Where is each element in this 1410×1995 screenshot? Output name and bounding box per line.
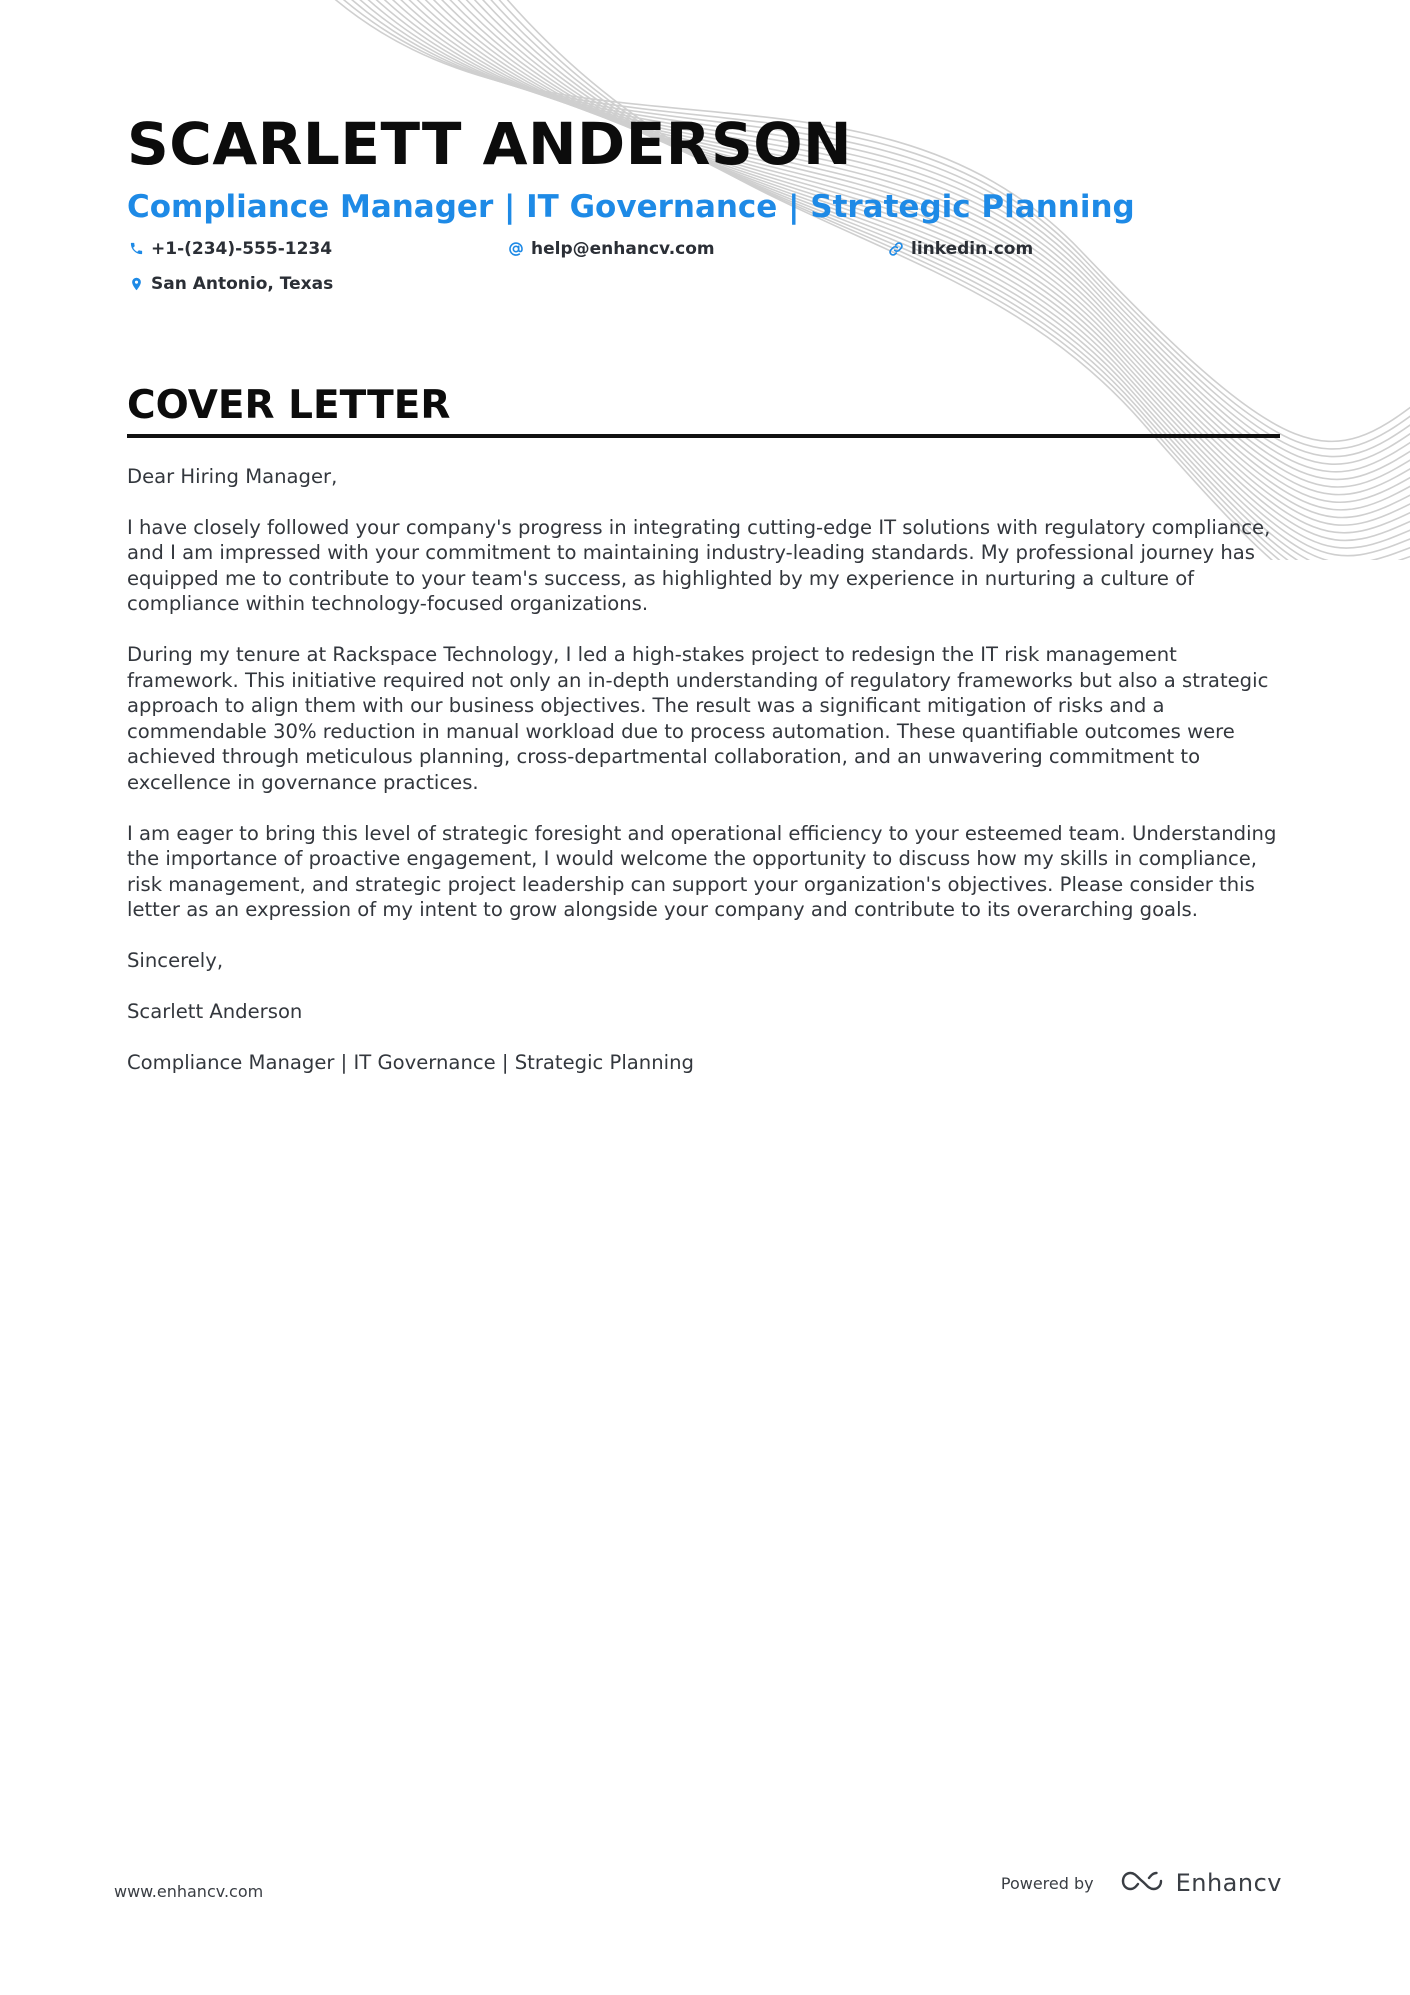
contact-info [127, 239, 1287, 317]
signature-title: Compliance Manager | IT Governance | Strategic Planning [127, 1051, 694, 1075]
contact-linkedin[interactable] [887, 239, 1033, 259]
contact-location [127, 274, 333, 294]
footer-branding [1001, 1868, 1282, 1898]
cover-letter-section [127, 383, 1280, 1101]
brand-name: Enhancv [1175, 1869, 1282, 1897]
footer-website[interactable]: www.enhancv.com [114, 1882, 264, 1901]
at-icon [507, 240, 525, 258]
letter-paragraph: During my tenure at Rackspace Technology, I led a high-stakes project to redesign the IT risk management framework. This initiative required not only an in-depth understanding of regulatory frameworks but also a strategic approach to align them with our business objectives. The result was a significant mitigation of risks and a commendable 30% reduction in manual workload due to process automation. These quantifiable outcomes were achieved through meticulous planning, cross-departmental collaboration, and an unwavering commitment to excellence in governance practices. [127, 643, 1269, 794]
resume-header [127, 108, 1287, 317]
powered-by-label: Powered by [1000, 1873, 1094, 1893]
email-text: help@enhancv.com [531, 238, 715, 259]
phone-icon [127, 240, 145, 258]
enhancv-logo-icon [1120, 1868, 1176, 1898]
location-text: San Antonio, Texas [151, 273, 334, 294]
section-title: COVER LETTER [127, 383, 1280, 438]
letter-paragraph: I am eager to bring this level of strategic foresight and operational efficiency to your esteemed team. Understanding the importance of proactive engagement, I would welcome the opportunity to discuss how my skills in compliance, risk management, and strategic project leadership can support your organization's objectives. Please consider this letter as an expression of my intent to grow alongside your company and contribute to its overarching goals. [127, 821, 1277, 922]
letter-body [127, 464, 1280, 1076]
contact-phone[interactable] [127, 239, 332, 259]
letter-paragraph: I have closely followed your company's progress in integrating cutting-edge IT solutions with regulatory compliance, and I am impressed with your commitment to maintaining industry-leading standards. My professional journey has equipped me to contribute to your team's success, as highlighted by my experience in nurturing a culture of compliance within technology-focused organizations. [127, 515, 1271, 616]
candidate-name: SCARLETT ANDERSON [127, 110, 853, 178]
signature-name: Scarlett Anderson [127, 1000, 303, 1024]
linkedin-text: linkedin.com [911, 238, 1034, 259]
salutation: Dear Hiring Manager, [127, 464, 338, 488]
link-icon [887, 240, 905, 258]
closing: Sincerely, [127, 949, 224, 973]
location-pin-icon [127, 275, 145, 293]
phone-text: +1-(234)-555-1234 [151, 238, 333, 259]
candidate-headline: Compliance Manager | IT Governance | Strategic Planning [127, 188, 1135, 225]
contact-email[interactable] [507, 239, 715, 259]
